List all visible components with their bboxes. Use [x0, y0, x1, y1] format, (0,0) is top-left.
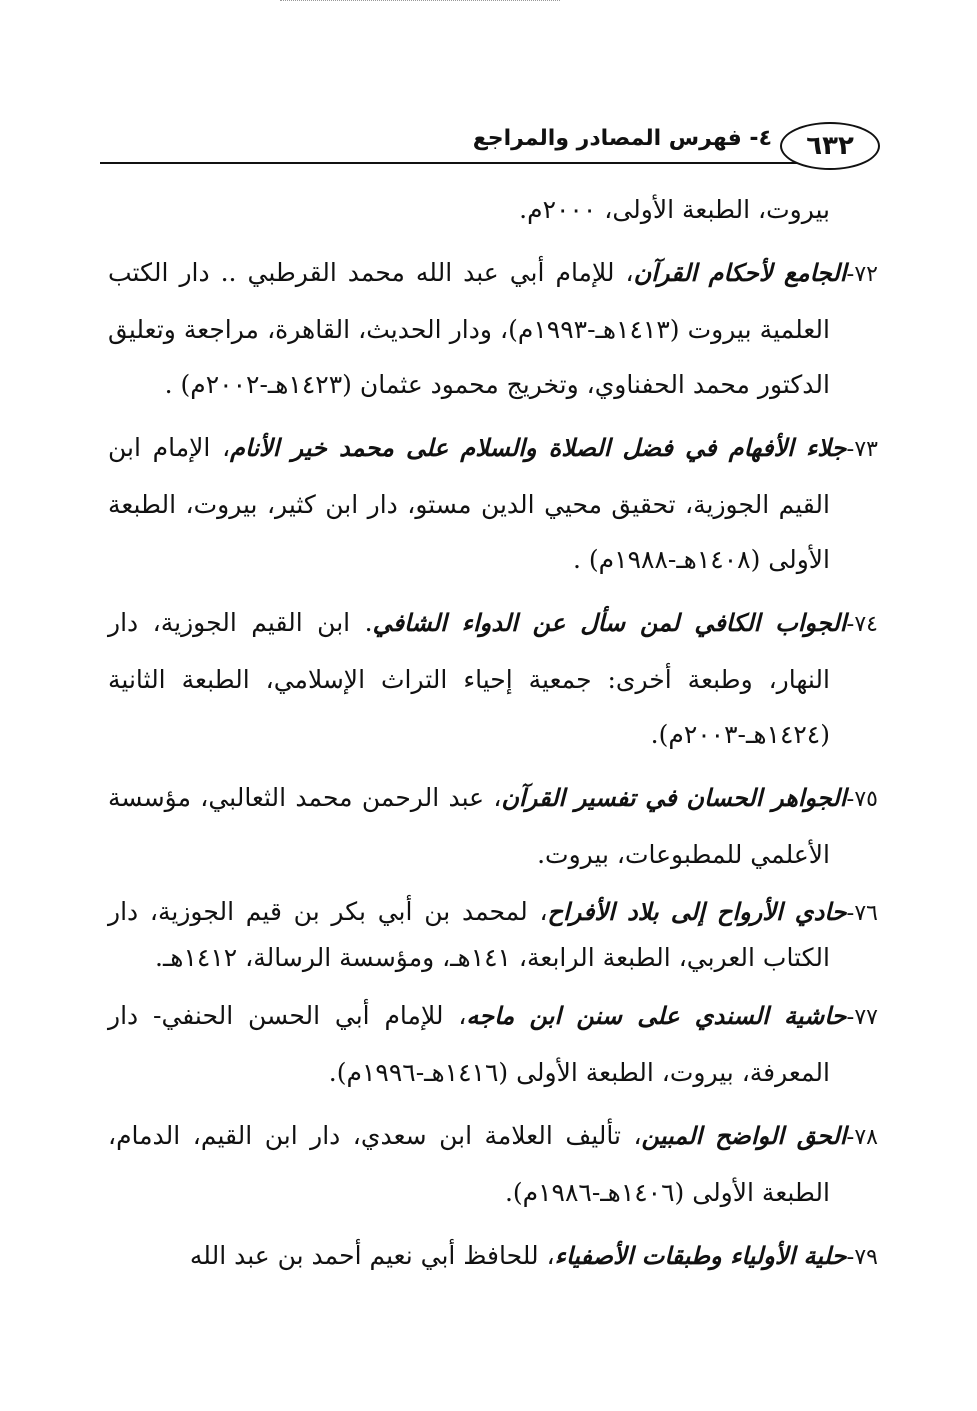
bibliography-list	[108, 182, 878, 1293]
page-header	[100, 122, 880, 172]
entry-number: ٧٣-	[846, 437, 878, 462]
entry-title: الجواب الكافي لمن سأل عن الدواء الشافي	[372, 609, 847, 637]
entry-text: ، للحافظ أبي نعيم أحمد بن عبد الله	[189, 1241, 555, 1270]
entry-78	[108, 1108, 878, 1220]
entry-number: ٧٤-	[846, 612, 878, 637]
entry-75	[108, 770, 878, 882]
entry-text: ، تأليف العلامة ابن سعدي، دار ابن القيم، الدمام، الطبعة الأولى (١٤٠٦هـ-١٩٨٦م).	[108, 1121, 830, 1207]
entry-number: ٧٧-	[846, 1005, 878, 1030]
entry-title: حاشية السندي على سنن ابن ماجه	[466, 1002, 847, 1030]
entry-72	[108, 245, 878, 412]
continuation-text: بيروت، الطبعة الأولى، ٢٠٠٠م.	[519, 195, 830, 224]
entry-79	[108, 1228, 878, 1285]
entry-title: جلاء الأفهام في فضل الصلاة والسلام على محمد خير الأنام	[230, 434, 847, 462]
entry-title: الجامع لأحكام القرآن	[633, 259, 847, 287]
entry-number: ٧٩-	[846, 1245, 878, 1270]
entry-text: ، لمحمد بن أبي بكر بن قيم الجوزية، دار الكتاب العربي، الطبعة الرابعة، ١٤١هـ، ومؤسسة الرسالة، ١٤١٢هـ.	[108, 897, 830, 972]
entry-number: ٧٥-	[846, 787, 878, 812]
header-rule	[100, 162, 840, 164]
entry-73	[108, 420, 878, 587]
entry-text: ، للإمام أبي عبد الله محمد القرطبي .. دار الكتب العلمية بيروت (١٤١٣هـ-١٩٩٣م)، ودار الحديث، القاهرة، مراجعة وتعليق الدكتور محمد الحفناوي، وتخريج محمود عثمان (١٤٢٣هـ-٢٠٠٢م) .	[108, 258, 830, 399]
entry-text: ، الإمام ابن القيم الجوزية، تحقيق محيي الدين مستو، دار ابن كثير، بيروت، الطبعة الأولى (١٤٠٨هـ-١٩٨٨م) .	[108, 433, 830, 574]
entry-text: . ابن القيم الجوزية، دار النهار، وطبعة أخرى: جمعية إحياء التراث الإسلامي، الطبعة الثانية (١٤٢٤هـ-٢٠٠٣م).	[108, 608, 830, 749]
page-number: ٦٣٢	[780, 122, 880, 170]
entry-number: ٧٢-	[846, 262, 878, 287]
entry-text: ، للإمام أبي الحسن الحنفي- دار المعرفة، بيروت، الطبعة الأولى (١٤١٦هـ-١٩٩٦م).	[108, 1001, 830, 1087]
entry-77	[108, 988, 878, 1100]
entry-number: ٧٦-	[846, 901, 878, 926]
entry-number: ٧٨-	[846, 1125, 878, 1150]
entry-title: حادي الأرواح إلى بلاد الأفراح	[547, 898, 847, 926]
entry-text: ، عبد الرحمن محمد الثعالبي، مؤسسة الأعلمي للمطبوعات، بيروت.	[108, 783, 830, 869]
entry-title: الحق الواضح المبين	[641, 1122, 847, 1150]
entry-76	[108, 890, 878, 980]
entry-74	[108, 595, 878, 762]
entry-title: الجواهر الحسان في تفسير القرآن	[501, 784, 847, 812]
section-title: ٤- فهرس المصادر والمراجع	[472, 126, 772, 151]
entry-title: حلية الأولياء وطبقات الأصفياء	[554, 1242, 847, 1270]
top-dotted-line	[280, 0, 560, 2]
